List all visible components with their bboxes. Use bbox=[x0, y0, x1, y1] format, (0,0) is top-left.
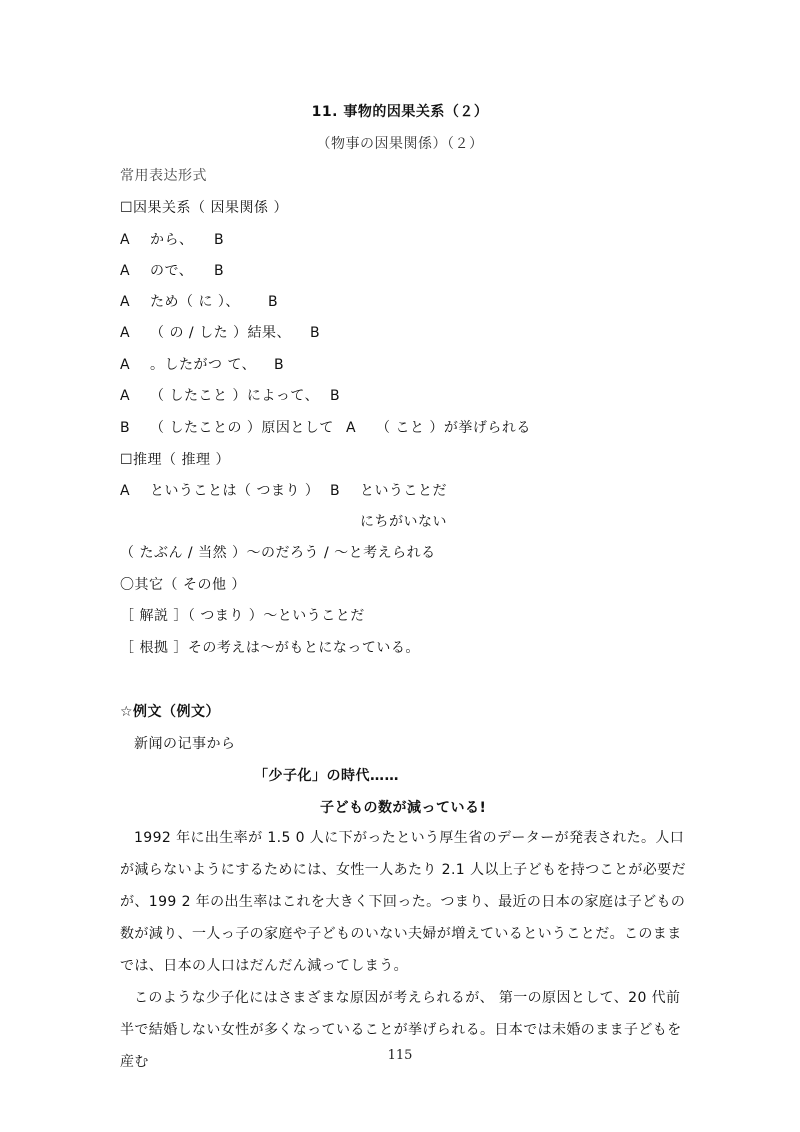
other-item: ［ 解説 ］（ つまり ）～ということだ bbox=[120, 608, 365, 624]
pattern-line bbox=[120, 323, 320, 343]
inference-extra-line: （ たぶん / 当然 ）～のだろう / ～と考えられる bbox=[120, 545, 436, 561]
pattern-a: A bbox=[120, 483, 131, 499]
pattern-b: B bbox=[214, 263, 225, 279]
inference-section-header: ☐推理（ 推理 ） bbox=[120, 452, 230, 468]
example-paragraph-1: 1992 年に出生率が 1.5 0 人に下がったという厚生省のデーターが発表された。人口が減らないようにするためには、女性一人あたり 2.1 人以上子どもを持つことが必要だが、199 2 年の出生率はこれを大きく下回った。つまり、最近の日本の家庭は子どもの数が減り、一人っ子の家庭や子どものいない夫婦が増えているということだ。このままでは、日本の人口はだんだん減ってしまう。 bbox=[120, 830, 686, 974]
causal-section-header: ☐因果关系（ 因果関係 ） bbox=[120, 200, 288, 216]
pattern-connector: （ したこと ）によって、 bbox=[150, 388, 320, 404]
pattern-a: A bbox=[120, 263, 131, 279]
pattern-a: A bbox=[346, 420, 357, 436]
pattern-connector: ため（ に ）、 bbox=[150, 294, 240, 310]
pattern-b: B bbox=[310, 325, 321, 341]
example-source: 新闻の记事から bbox=[134, 736, 236, 752]
pattern-line bbox=[120, 355, 284, 375]
example-headline: 「少子化」の時代…… bbox=[254, 768, 399, 784]
pattern-a: A bbox=[120, 294, 131, 310]
forms-label: 常用表达形式 bbox=[120, 168, 207, 184]
pattern-line bbox=[120, 230, 224, 250]
pattern-connector: （ こと ）が挙げられる bbox=[376, 420, 531, 436]
pattern-line bbox=[120, 386, 340, 406]
pattern-b: B bbox=[120, 420, 131, 436]
page-title: 11. 事物的因果关系（２） bbox=[311, 104, 489, 120]
pattern-line bbox=[120, 292, 278, 312]
pattern-ending: ということだ bbox=[360, 483, 447, 499]
pattern-a: A bbox=[120, 232, 131, 248]
pattern-ending-alt: にちがいない bbox=[360, 514, 447, 530]
pattern-a: A bbox=[120, 357, 131, 373]
pattern-connector: （ の / した ）結果、 bbox=[150, 325, 292, 341]
pattern-connector: 。したがつ て、 bbox=[150, 357, 257, 373]
page-number: 115 bbox=[387, 1048, 413, 1063]
pattern-connector: から、 bbox=[150, 232, 194, 248]
pattern-b: B bbox=[214, 232, 225, 248]
pattern-a: A bbox=[120, 388, 131, 404]
other-section-header: 〇其它（ その他 ） bbox=[120, 577, 246, 593]
pattern-a: A bbox=[120, 325, 131, 341]
inference-pattern-line bbox=[120, 481, 447, 501]
example-paragraph-2: このような少子化にはさまざまな原因が考えられるが、 第一の原因として、20 代前半で結婚しない女性が多くなっていることが挙げられる。日本では未婚のまま子どもを産む bbox=[120, 990, 682, 1070]
pattern-b: B bbox=[268, 294, 279, 310]
example-header: ☆例文（例文） bbox=[120, 704, 221, 720]
pattern-b: B bbox=[274, 357, 285, 373]
cause-pattern-line bbox=[120, 418, 531, 438]
page-subtitle: （物事の因果関係）（２） bbox=[316, 136, 484, 152]
pattern-b: B bbox=[330, 483, 341, 499]
pattern-b: B bbox=[330, 388, 341, 404]
other-item: ［ 根拠 ］その考えは～がもとになっている。 bbox=[120, 640, 420, 656]
pattern-line bbox=[120, 261, 224, 281]
pattern-connector: ということは（ つまり ） bbox=[150, 483, 320, 499]
example-subheadline: 子どもの数が減っている! bbox=[320, 800, 487, 816]
pattern-connector: ので、 bbox=[150, 263, 194, 279]
pattern-connector: （ したことの ）原因として bbox=[150, 420, 334, 436]
